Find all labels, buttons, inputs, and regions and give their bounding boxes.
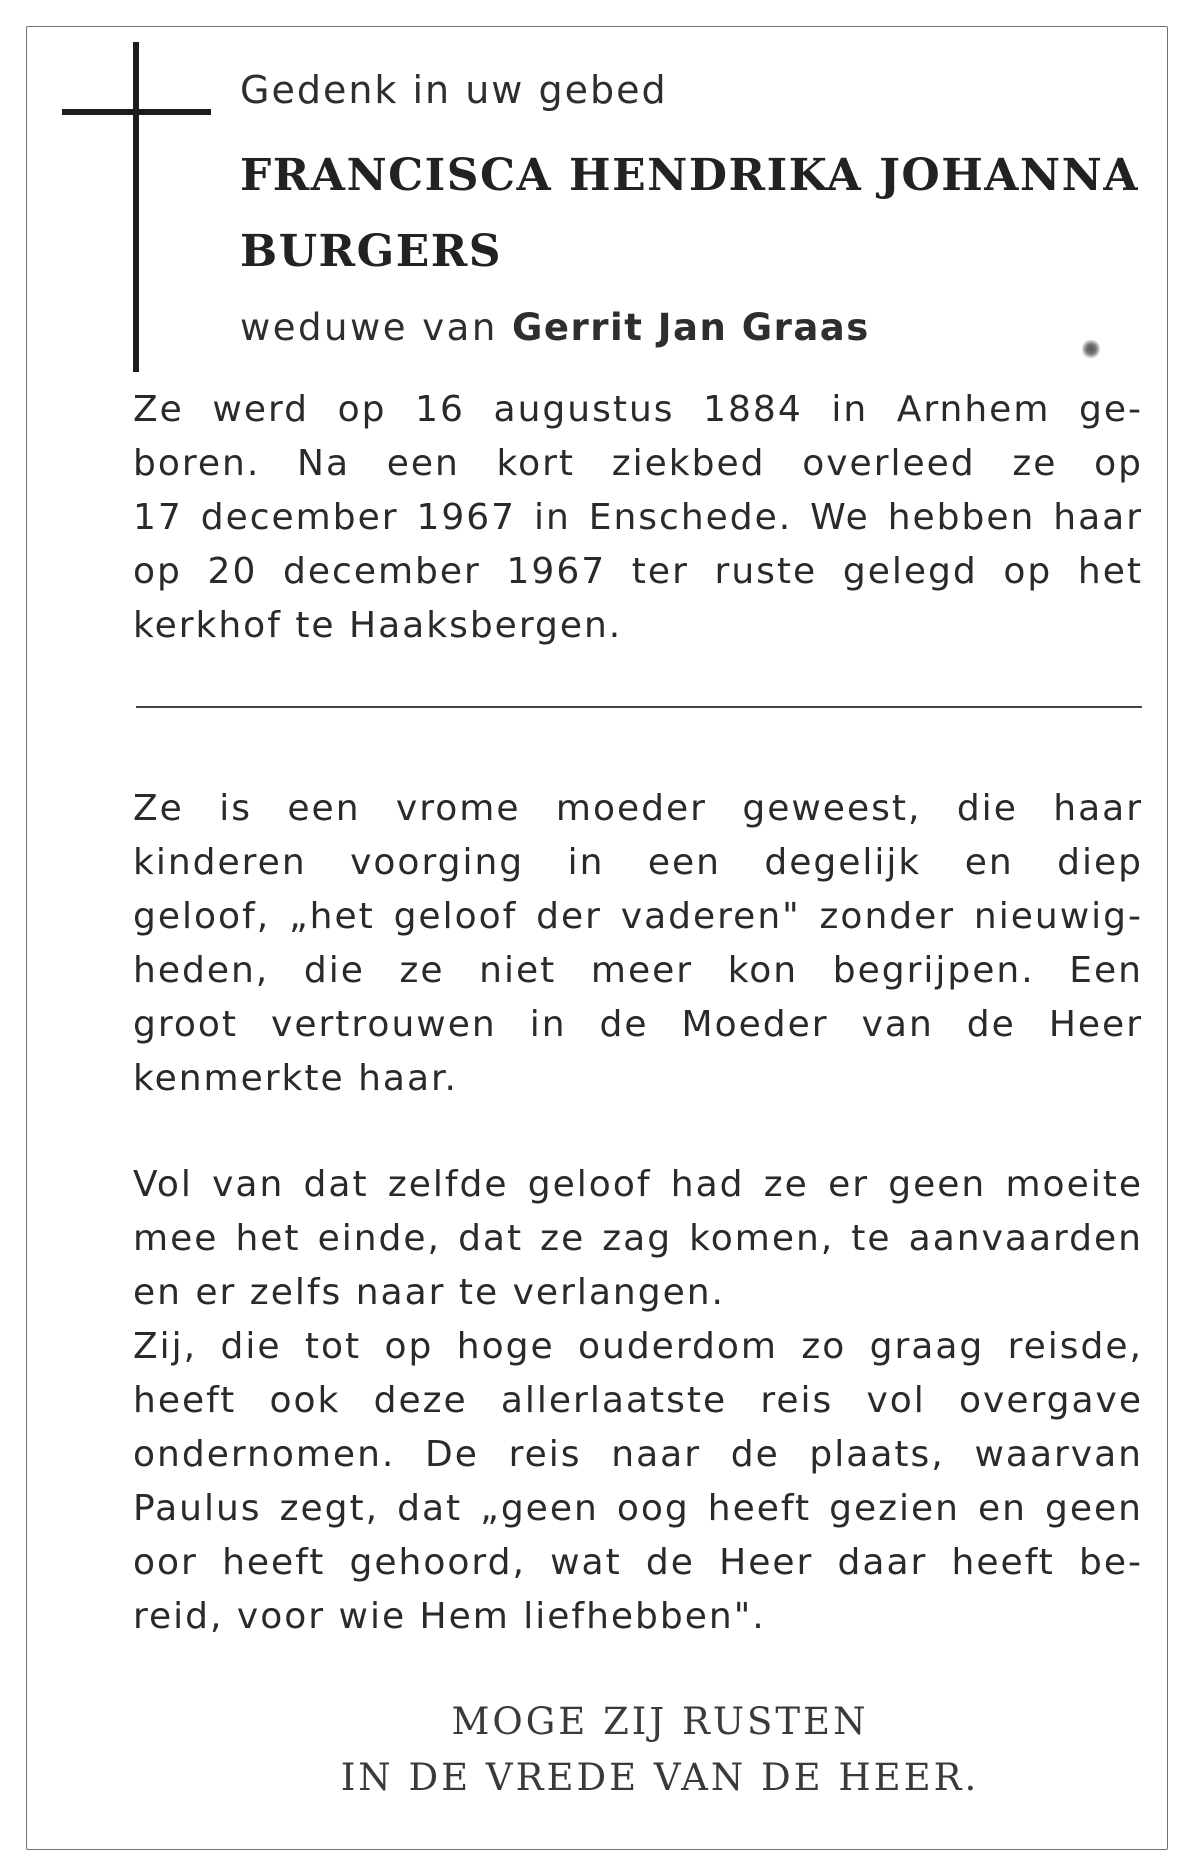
husband-name: Gerrit Jan Graas <box>512 306 870 349</box>
ink-speck <box>1082 338 1100 360</box>
biography-line: 17 december 1967 in Enschede. We hebben haar <box>133 497 1143 538</box>
widow-prefix: weduwe van <box>240 306 498 349</box>
tribute-line: Ze is een vrome moeder geweest, die haar <box>133 788 1143 829</box>
tribute-line: heden, die ze niet meer kon begrijpen. Een <box>133 950 1143 991</box>
tribute-line: groot vertrouwen in de Moeder van de Heer <box>133 1004 1143 1045</box>
cross-icon-horizontal <box>62 109 211 115</box>
closing-prayer-line1: MOGE ZIJ RUSTEN <box>451 1700 869 1743</box>
faith-line: mee het einde, dat ze zag komen, te aanvaarden <box>133 1218 1143 1259</box>
deceased-name-line2: BURGERS <box>240 226 503 277</box>
tribute-line: kenmerkte haar. <box>133 1058 458 1099</box>
closing-prayer-line2: IN DE VREDE VAN DE HEER. <box>340 1756 980 1799</box>
cross-icon-vertical <box>133 42 139 372</box>
intro-line: Gedenk in uw gebed <box>240 68 668 112</box>
faith-line: oor heeft gehoord, wat de Heer daar heeft be- <box>133 1542 1143 1583</box>
biography-line: boren. Na een kort ziekbed overleed ze op <box>133 443 1143 484</box>
tribute-line: kinderen voorging in een degelijk en diep <box>133 842 1143 883</box>
section-divider <box>136 706 1142 708</box>
biography-line: kerkhof te Haaksbergen. <box>133 605 623 646</box>
faith-line: Zij, die tot op hoge ouderdom zo graag reisde, <box>133 1326 1143 1367</box>
faith-line: en er zelfs naar te verlangen. <box>133 1272 726 1313</box>
deceased-name-line1: FRANCISCA HENDRIKA JOHANNA <box>240 150 1139 201</box>
biography-paragraph <box>133 383 1143 653</box>
faith-line: heeft ook deze allerlaatste reis vol overgave <box>133 1380 1143 1421</box>
biography-line: op 20 december 1967 ter ruste gelegd op het <box>133 551 1143 592</box>
tribute-paragraph <box>133 782 1143 1106</box>
faith-paragraph <box>133 1158 1143 1644</box>
tribute-line: geloof, „het geloof der vaderen" zonder nieuwig- <box>133 896 1143 937</box>
faith-line: Vol van dat zelfde geloof had ze er geen moeite <box>133 1164 1143 1205</box>
faith-line: reid, voor wie Hem liefhebben". <box>133 1596 766 1637</box>
widow-line <box>240 306 870 349</box>
faith-line: Paulus zegt, dat „geen oog heeft gezien en geen <box>133 1488 1143 1529</box>
biography-line: Ze werd op 16 augustus 1884 in Arnhem ge- <box>133 389 1143 430</box>
faith-line: ondernomen. De reis naar de plaats, waarvan <box>133 1434 1143 1475</box>
